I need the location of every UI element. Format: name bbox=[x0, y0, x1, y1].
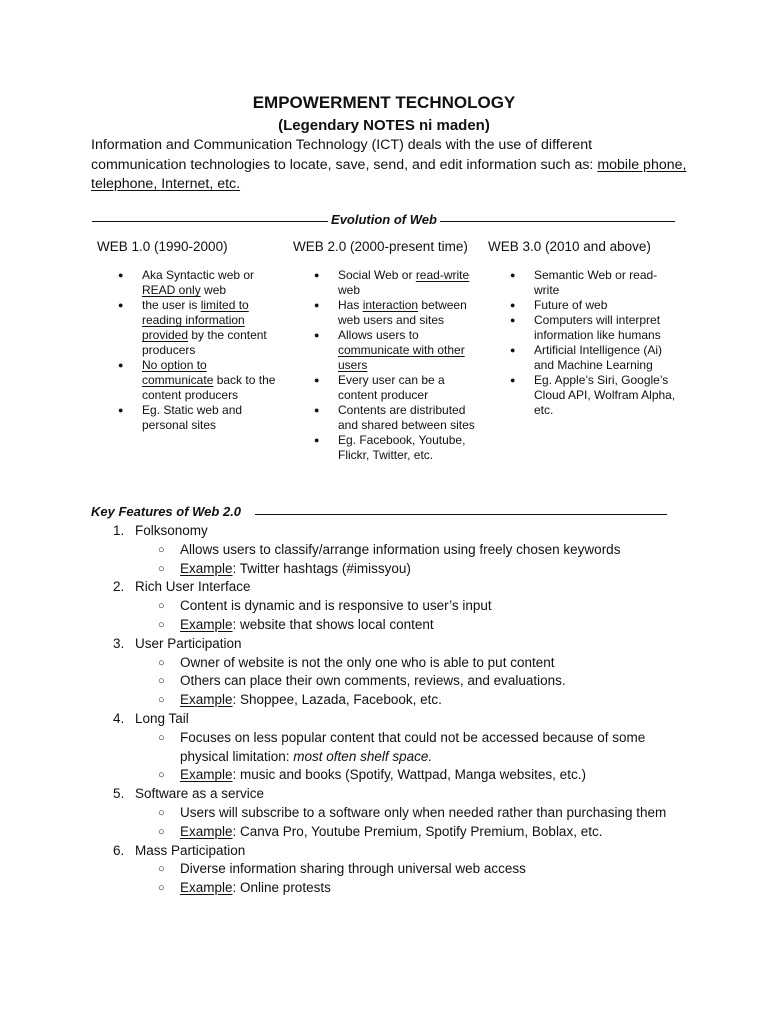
web3-heading: WEB 3.0 (2010 and above) bbox=[488, 239, 651, 254]
text-run: : Canva Pro, Youtube Premium, Spotify Premium, Boblax, etc. bbox=[232, 823, 603, 839]
web2-heading: WEB 2.0 (2000-present time) bbox=[293, 239, 468, 254]
key-feature-name: Software as a service bbox=[135, 786, 265, 802]
key-feature-detail bbox=[135, 541, 691, 560]
text-run: Content is dynamic and is responsive to user’s input bbox=[180, 598, 492, 614]
evolution-section-divider bbox=[92, 210, 675, 230]
key-feature-detail bbox=[135, 729, 691, 767]
text-run: back to the content producers bbox=[142, 373, 276, 402]
key-features-title: Key Features of Web 2.0 bbox=[91, 504, 242, 519]
web1-heading: WEB 1.0 (1990-2000) bbox=[97, 239, 228, 254]
page-title: EMPOWERMENT TECHNOLOGY bbox=[252, 93, 516, 112]
text-run: Eg. Static web and personal sites bbox=[142, 403, 243, 432]
key-feature-name: Rich User Interface bbox=[135, 579, 251, 595]
key-feature-number: 1. bbox=[113, 523, 125, 538]
web-feature-item bbox=[118, 358, 280, 403]
text-run: web bbox=[200, 283, 227, 297]
key-feature-detail bbox=[135, 560, 691, 579]
web-feature-item bbox=[118, 403, 280, 433]
key-feature-item bbox=[91, 522, 691, 578]
web1-list bbox=[118, 268, 280, 433]
key-feature-number: 3. bbox=[113, 635, 125, 651]
web-feature-item bbox=[118, 298, 280, 358]
text-run: Allows users to bbox=[338, 328, 419, 342]
text-run: Eg. Facebook, Youtube, Flickr, Twitter, etc. bbox=[338, 433, 466, 462]
text-run: Allows users to classify/arrange information using freely chosen keywords bbox=[180, 541, 621, 557]
key-feature-item bbox=[91, 635, 691, 710]
key-features-list bbox=[91, 522, 691, 898]
text-run: : music and books (Spotify, Wattpad, Manga websites, etc.) bbox=[232, 767, 586, 783]
web-feature-item bbox=[314, 328, 476, 373]
key-feature-details bbox=[135, 597, 691, 635]
text-run: Contents are distributed and shared between sites bbox=[338, 403, 475, 432]
text-run: : Shoppee, Lazada, Facebook, etc. bbox=[232, 692, 442, 708]
text-run: Owner of website is not the only one who is able to put content bbox=[180, 654, 555, 670]
text-run: Computers will interpret information like humans bbox=[534, 313, 661, 342]
key-feature-detail bbox=[135, 672, 691, 691]
key-feature-item bbox=[91, 785, 691, 841]
key-feature-number: 5. bbox=[113, 786, 125, 802]
web-feature-item bbox=[314, 298, 476, 328]
underlined-text: interaction bbox=[362, 298, 419, 312]
underlined-text: Example bbox=[180, 823, 233, 839]
text-run: Users will subscribe to a software only when needed rather than purchasing them bbox=[180, 804, 667, 820]
text-run: Has bbox=[338, 298, 363, 312]
underlined-text: limited to reading information provided bbox=[142, 298, 249, 342]
key-feature-detail bbox=[135, 654, 691, 673]
web-feature-item bbox=[510, 313, 678, 343]
key-features-rule bbox=[255, 514, 667, 515]
text-run: web bbox=[338, 283, 361, 297]
key-feature-details bbox=[135, 654, 691, 710]
divider-line-left bbox=[92, 221, 328, 222]
web-feature-item bbox=[510, 373, 678, 418]
underlined-text: READ only bbox=[142, 283, 201, 297]
web-feature-item bbox=[510, 343, 678, 373]
underlined-text: Example bbox=[180, 616, 233, 632]
key-feature-detail bbox=[135, 766, 691, 785]
underlined-text: No option to communicate bbox=[142, 358, 214, 387]
key-feature-detail bbox=[135, 860, 691, 879]
text-run: Social Web or bbox=[338, 268, 416, 282]
page-subtitle: (Legendary NOTES ni maden) bbox=[278, 117, 490, 134]
key-feature-number: 6. bbox=[113, 842, 125, 858]
web-feature-item bbox=[118, 268, 280, 298]
underlined-text: communicate with other users bbox=[338, 343, 465, 372]
key-feature-name: Long Tail bbox=[135, 710, 189, 726]
key-feature-detail bbox=[135, 804, 691, 823]
text-run: Future of web bbox=[534, 298, 608, 312]
text-run: Artificial Intelligence (Ai) and Machine Learning bbox=[534, 343, 663, 372]
key-feature-name: Folksonomy bbox=[135, 523, 208, 538]
key-feature-details bbox=[135, 729, 691, 785]
key-feature-item bbox=[91, 710, 691, 785]
key-feature-detail bbox=[135, 823, 691, 842]
underlined-text: Example bbox=[180, 692, 233, 708]
underlined-text: Example bbox=[180, 560, 233, 576]
web-feature-item bbox=[510, 298, 678, 313]
web-feature-item bbox=[314, 403, 476, 433]
text-run: between web users and sites bbox=[338, 298, 467, 327]
italic-text: most often shelf space. bbox=[293, 748, 433, 764]
underlined-text: read-write bbox=[415, 268, 470, 282]
web-feature-item bbox=[314, 268, 476, 298]
key-feature-detail bbox=[135, 691, 691, 710]
key-feature-item bbox=[91, 578, 691, 634]
intro-text: Information and Communication Technology (ICT) deals with the use of different communication technologies to locate, save, send, and edit information such as: bbox=[91, 137, 598, 173]
text-run: the user is bbox=[142, 298, 201, 312]
text-run: by the content producers bbox=[142, 328, 267, 357]
text-run: Diverse information sharing through universal web access bbox=[180, 861, 526, 877]
web-feature-item bbox=[314, 373, 476, 403]
web-feature-item bbox=[510, 268, 678, 298]
key-feature-details bbox=[135, 541, 691, 579]
divider-line-right bbox=[440, 221, 675, 222]
key-feature-details bbox=[135, 804, 691, 842]
text-run: Eg. Apple’s Siri, Google’s Cloud API, Wolfram Alpha, etc. bbox=[534, 373, 676, 417]
underlined-text: Example bbox=[180, 767, 233, 783]
key-feature-name: Mass Participation bbox=[135, 842, 246, 858]
key-feature-number: 4. bbox=[113, 710, 125, 726]
text-run: Focuses on less popular content that could not be accessed because of some physical limitation: bbox=[180, 729, 646, 764]
text-run: : Twitter hashtags (#imissyou) bbox=[232, 560, 411, 576]
web3-list bbox=[510, 268, 678, 418]
key-feature-item bbox=[91, 842, 691, 898]
text-run: Aka Syntactic web or bbox=[142, 268, 255, 282]
key-feature-detail bbox=[135, 616, 691, 635]
evolution-section-title: Evolution of Web bbox=[331, 212, 437, 227]
key-feature-name: User Participation bbox=[135, 635, 242, 651]
intro-examples: mobile phone, telephone, Internet, etc. bbox=[91, 156, 687, 192]
underlined-text: Example bbox=[180, 880, 233, 896]
key-feature-number: 2. bbox=[113, 579, 125, 595]
web-feature-item bbox=[314, 433, 476, 463]
text-run: Others can place their own comments, reviews, and evaluations. bbox=[180, 673, 566, 689]
key-feature-details bbox=[135, 860, 691, 898]
text-run: Every user can be a content producer bbox=[338, 373, 445, 402]
key-feature-detail bbox=[135, 597, 691, 616]
intro-paragraph bbox=[91, 136, 691, 195]
text-run: : Online protests bbox=[232, 880, 331, 896]
text-run: : website that shows local content bbox=[232, 616, 434, 632]
key-feature-detail bbox=[135, 879, 691, 898]
text-run: Semantic Web or read-write bbox=[534, 268, 658, 297]
key-features-header bbox=[91, 503, 671, 523]
web2-list bbox=[314, 268, 476, 463]
